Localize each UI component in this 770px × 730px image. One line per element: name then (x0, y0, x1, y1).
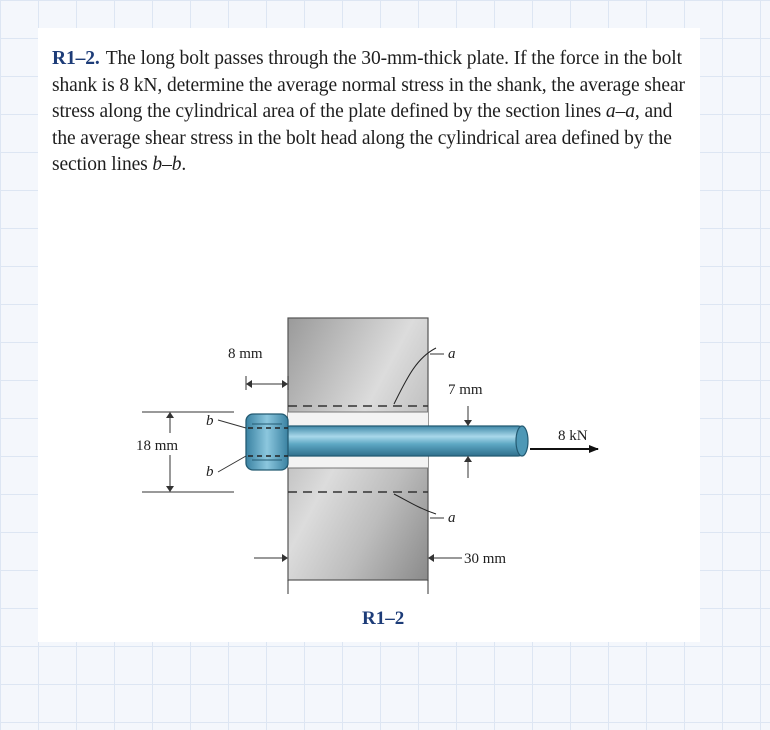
section-letter-b2: b (171, 154, 182, 175)
leader-b-bottom (218, 456, 246, 472)
label-section-b-bottom: b (206, 464, 214, 480)
problem-text-2: , and the average shear stress in the bolt head along the cylindrical area defined by the section lines (52, 101, 673, 175)
label-head-thickness: 8 mm (228, 346, 263, 362)
label-force: 8 kN (558, 428, 588, 444)
section-letter-a1: a (605, 101, 616, 122)
label-shank-diameter: 7 mm (448, 382, 483, 398)
section-letter-a2: a (625, 101, 635, 122)
figure-caption: R1–2 (362, 608, 405, 629)
label-head-diameter: 18 mm (136, 438, 179, 454)
leader-b-top (218, 420, 246, 428)
problem-card (38, 28, 700, 642)
dash-b: – (162, 154, 172, 175)
label-plate-thickness: 30 mm (464, 551, 507, 567)
bolt-plate-figure (38, 28, 700, 642)
bolt-head (246, 414, 288, 470)
dash-a: – (615, 101, 626, 122)
bolt-shank (284, 426, 528, 456)
label-section-a-bottom: a (448, 510, 456, 526)
problem-text-3: . (181, 154, 187, 175)
dim-head-thickness (246, 376, 288, 390)
label-section-a-top: a (448, 346, 456, 362)
section-letter-b1: b (152, 154, 163, 175)
problem-number: R1–2. (52, 48, 100, 69)
label-section-b-top: b (206, 413, 214, 429)
problem-text-1: The long bolt passes through the 30-mm-thick plate. If the force in the bolt shank is 8 kN, determine the average normal stress in the shank, the average shear stress along the cylindrical area of the plate defined by the section lines (52, 48, 685, 122)
